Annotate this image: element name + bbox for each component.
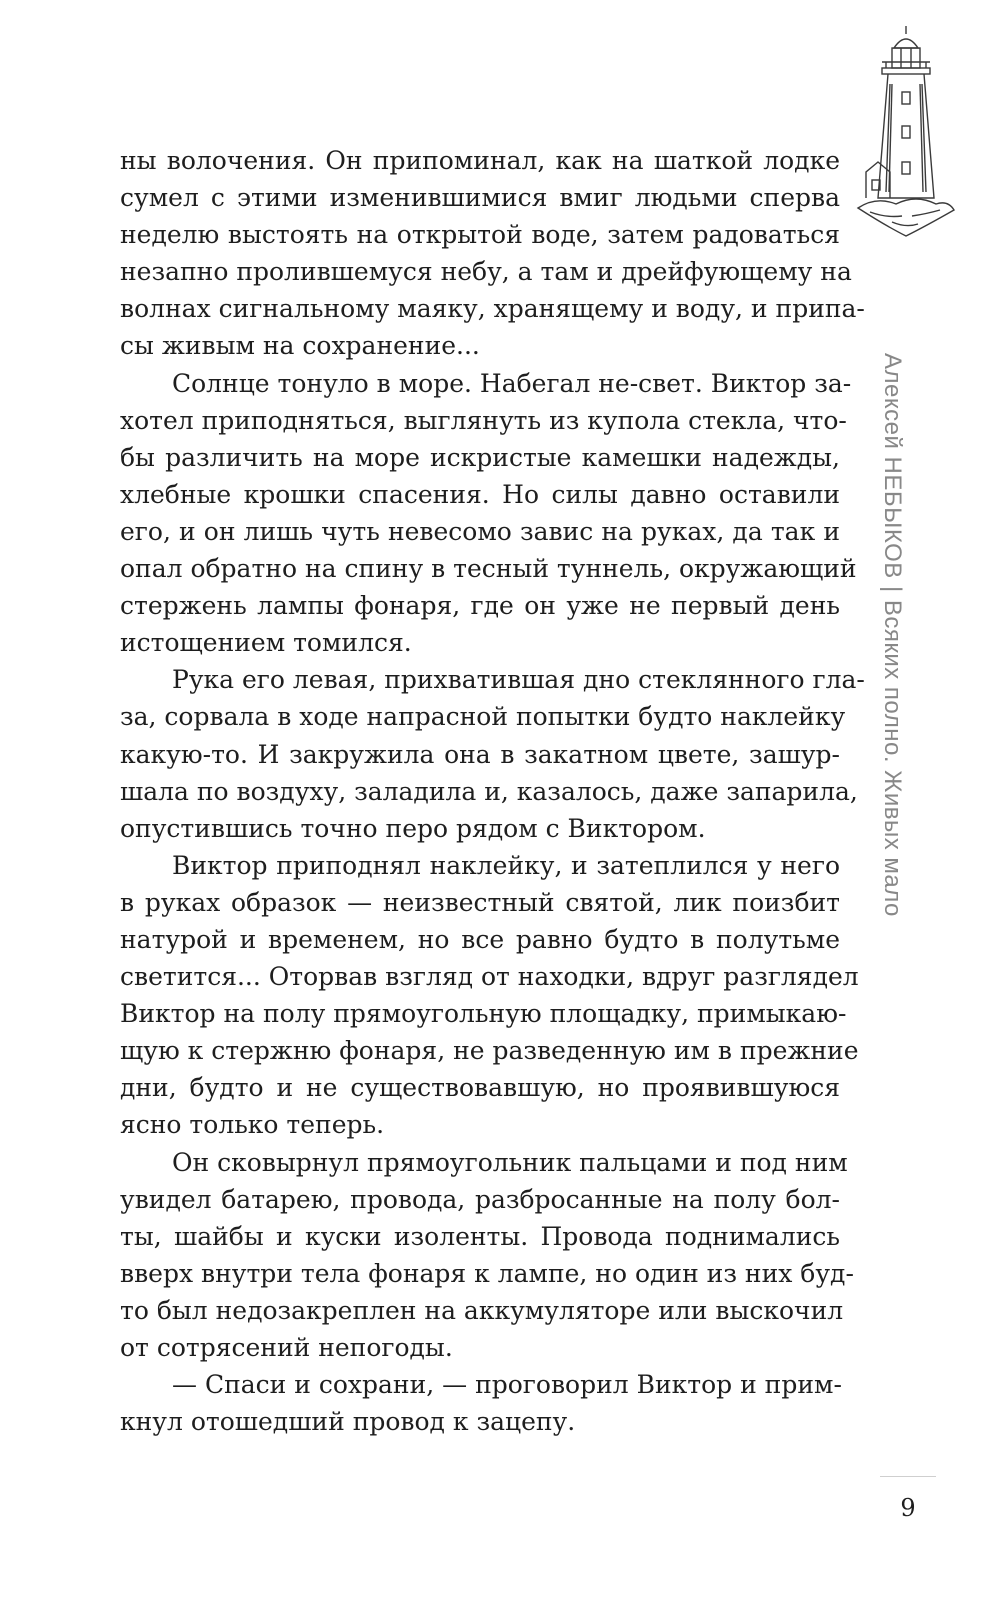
text-line: сумел с этими изменившимися вмиг людьми сперва (120, 183, 840, 213)
paragraph (120, 365, 857, 662)
text-line: дни, будто и не существовавшую, но проявившуюся (120, 1073, 840, 1103)
text-line: от сотрясений непогоды. (120, 1333, 453, 1362)
paragraph (120, 142, 865, 365)
text-line: то был недозакреплен на аккумуляторе или выскочил (120, 1295, 844, 1325)
paragraph (120, 1144, 854, 1367)
text-line: Солнце тонуло в море. Набегал не-свет. Виктор за- (172, 368, 852, 398)
text-line: какую-то. И закружила она в закатном цвете, зашур- (120, 739, 840, 769)
text-line: опустившись точно перо рядом с Виктором. (120, 813, 706, 843)
text-line: неделю выстоять на открытой воде, затем радоваться (120, 220, 840, 250)
paragraph (120, 847, 859, 1144)
text-line: Он сковырнул прямоугольник пальцами и под ним (172, 1147, 848, 1177)
text-line: за, сорвала в ходе напрасной попытки будто наклейку (120, 702, 846, 732)
text-line: — Спаси и сохрани, — проговорил Виктор и прим- (172, 1370, 842, 1400)
text-line: истощением томился. (120, 628, 412, 658)
text-line: кнул отошедший провод к зацепу. (120, 1407, 576, 1437)
text-line: шала по воздуху, заладила и, казалось, даже запарила, (120, 776, 858, 806)
footer-rule (880, 1476, 936, 1477)
text-line: хлебные крошки спасения. Но силы давно оставили (120, 479, 840, 509)
text-line: ны волочения. Он припоминал, как на шаткой лодке (120, 146, 840, 175)
text-line: вверх внутри тела фонаря к лампе, но один из них буд- (120, 1258, 854, 1288)
text-line: волнах сигнальному маяку, хранящему и воду, и припа- (120, 294, 865, 324)
text-line: опал обратно на спину в тесный туннель, окружающий (120, 554, 857, 584)
running-head-text: Алексей НЕБЫКОВ | Всяких полно. Живых мало (879, 353, 906, 917)
paragraph (120, 661, 865, 846)
page-number: 9 (900, 1494, 916, 1522)
paragraph (120, 1366, 840, 1440)
text-line: увидел батарею, провода, разбросанные на полу бол- (120, 1184, 840, 1214)
text-line: ясно только теперь. (120, 1110, 385, 1140)
text-line: Виктор приподнял наклейку, и затеплился у него (172, 850, 840, 880)
text-line: бы различить на море искристые камешки надежды, (120, 442, 840, 472)
text-line: Виктор на полу прямоугольную площадку, примыкаю- (120, 999, 847, 1029)
text-line: сы живым на сохранение... (120, 331, 480, 361)
body-text (120, 142, 865, 1440)
text-line: ты, шайбы и куски изоленты. Провода поднимались (120, 1221, 840, 1251)
text-line: Рука его левая, прихватившая дно стеклянного гла- (172, 665, 865, 695)
text-line: натурой и временем, но все равно будто в полутьме (120, 924, 840, 954)
lighthouse-icon (856, 22, 956, 244)
text-line: щую к стержню фонаря, не разведенную им в прежние (120, 1036, 859, 1066)
text-line: незапно пролившемуся небу, а там и дрейфующему на (120, 257, 852, 287)
running-head (872, 353, 912, 917)
text-line: светится... Оторвав взгляд от находки, вдруг разглядел (120, 962, 859, 992)
text-line: хотел приподняться, выглянуть из купола стекла, что- (120, 405, 847, 435)
text-line: в руках образок — неизвестный святой, лик поизбит (120, 887, 840, 917)
text-line: его, и он лишь чуть невесомо завис на руках, да так и (120, 516, 840, 546)
text-line: стержень лампы фонаря, где он уже не первый день (120, 591, 840, 621)
